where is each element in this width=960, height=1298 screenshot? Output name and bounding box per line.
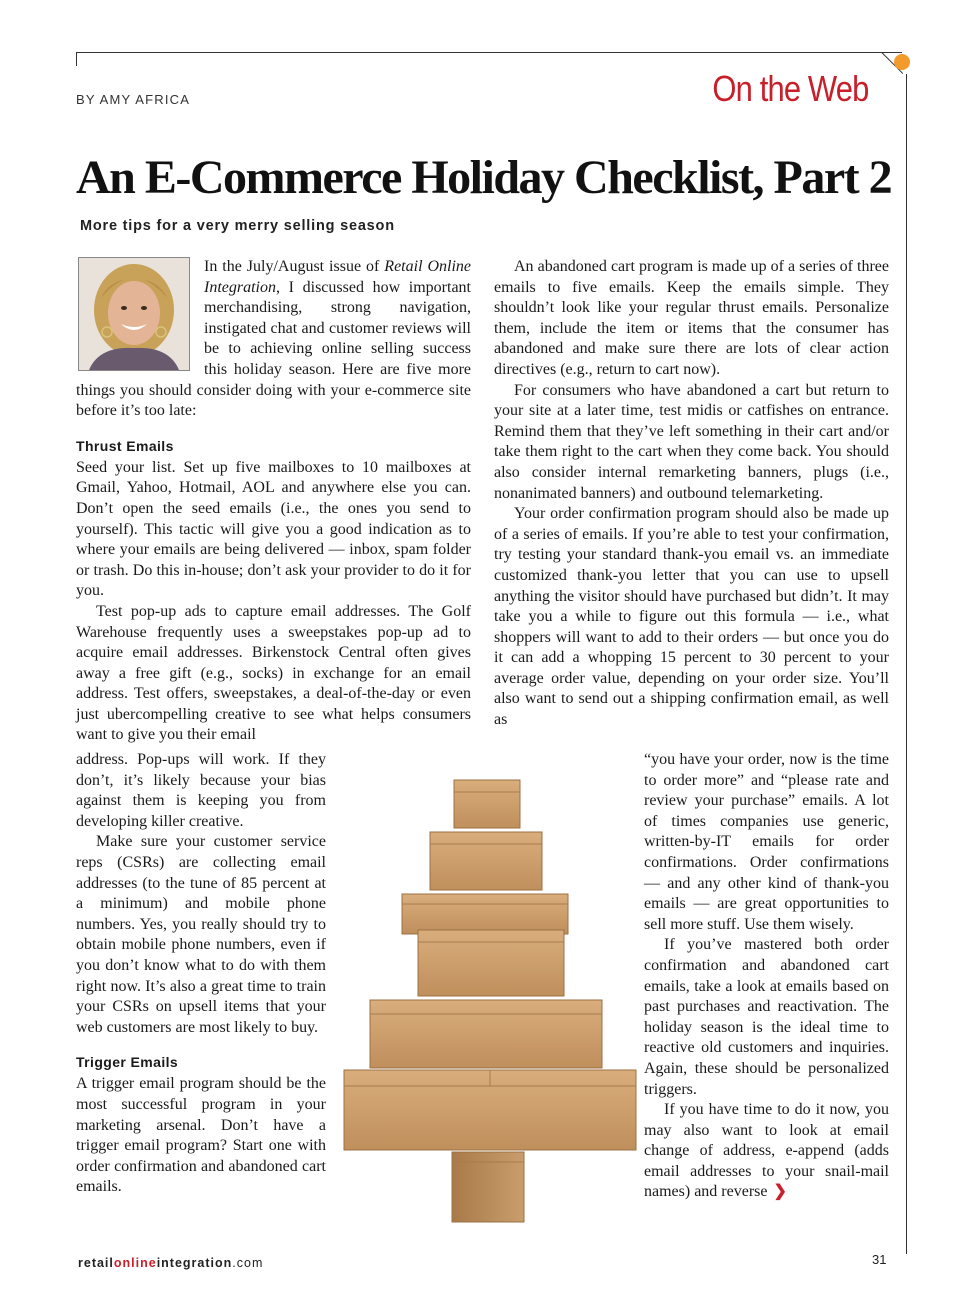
header-rule	[76, 52, 902, 53]
heading-trigger-emails: Trigger Emails	[76, 1054, 179, 1071]
orange-dot-icon	[894, 54, 910, 70]
paragraph: Your order confirmation program should also be made up of a series of emails. If you’re able to test your confirmation, try testing your standard thank-you email vs. an immediate customized thank-you letter that you can use to upsell anything the visitor should have purchased but didn’t. It may take you a while to figure out this formula — i.e., what shoppers will want to add to their orders — but once you do it can add a whopping 15 percent to 30 percent to your average order value, depending on your order size. You’ll also want to send out a shipping confirmation email, as well as	[494, 505, 889, 729]
paragraph: Test pop-up ads to capture email addresses. The Golf Warehouse frequently uses a sweepstakes pop-up ad to acquire email addresses. Birkenstock Central often gives away a free gift (e.g., socks) in exchange for an email address. Test offers, sweepstakes, a deal-of-the-day or even just ubercompelling creative to see what helps consumers want to give you their email	[76, 602, 471, 744]
paragraph: Make sure your customer service reps (CSRs) are collecting email addresses (to the tune of 85 percent at a minimum) and mobile phone numbers. Yes, you really should try to obtain mobile phone numbers, even if you don’t know what to do with them right now. It’s also a great time to train your CSRs on upsell items that your web customers are most likely to buy.	[76, 833, 326, 1036]
paragraph: For consumers who have abandoned a cart but return to your site at a later time, test midis or catfishes on entrance. Remind them that they’ve left something in their cart and/or take them right to the cart when they come back. You should also consider internal remarketing banners, plugs (i.e., nonanimated banners) and outbound telemarketing.	[494, 381, 889, 502]
right-margin-rule	[906, 74, 907, 1254]
intro-paragraph: In the July/August issue of Retail Online Integration, I discussed how important merchandising, strong navigation, instigated chat and customer reviews will be to achieving online selling success this holiday season. Here are five more things you should consider doing with your e-commerce site before it’s too late:	[76, 258, 472, 420]
header-tick	[76, 52, 77, 66]
continue-arrow-icon: ❯	[773, 1183, 787, 1201]
section-label: On the Web	[711, 68, 868, 109]
article-title: An E-Commerce Holiday Checklist, Part 2	[76, 151, 892, 204]
page-number: 31	[872, 1252, 887, 1267]
left-column	[76, 257, 471, 746]
article-deck: More tips for a very merry selling season	[80, 218, 395, 234]
paragraph: Seed your list. Set up five mailboxes to 10 mailboxes at Gmail, Yahoo, Hotmail, AOL and anywhere else you can. Don’t open the seed emails (i.e., the ones you send to yourself). This tactic will give you a good indication as to where your emails are being delivered — inbox, spam folder or trash. Do this in-house; don’t ask your provider to do it for you.	[76, 458, 471, 600]
byline: BY AMY AFRICA	[76, 92, 191, 107]
paragraph: If you’ve mastered both order confirmation and abandoned cart emails, take a look at emails based on past purchases and reactivation. The holiday season is the ideal time to reactive old customers and inquiries. Again, these should be personalized triggers.	[644, 936, 889, 1098]
paragraph: address. Pop-ups will work. If they don’t, it’s likely because your bias against them is keeping you from developing killer creative.	[76, 751, 326, 830]
left-narrow-column	[76, 750, 326, 1198]
heading-thrust-emails: Thrust Emails	[76, 437, 174, 454]
right-narrow-column	[644, 750, 889, 1203]
paragraph: A trigger email program should be the most successful program in your marketing arsenal. Don’t have a trigger email program? Start one with order confirmation and abandoned cart emails.	[76, 1075, 326, 1196]
right-column	[494, 257, 889, 731]
footer-site: retailonlineintegration.com	[78, 1256, 264, 1270]
photo-spacer	[76, 257, 204, 369]
paragraph: “you have your order, now is the time to order more” and “please rate and review your purchase” emails. A lot of times companies use generic, written-by-IT emails for order confirmations. Order confirmations — and any other kind of thank-you emails — are great opportunities to sell more stuff. Use them wisely.	[644, 751, 889, 933]
paragraph: An abandoned cart program is made up of a series of three emails to five emails. Keep the emails simple. They shouldn’t look like your regular thrust emails. Personalize them, include the item or items that the consumer has abandoned and make sure there are lots of clear action directives (e.g., return to cart now).	[494, 258, 889, 378]
box-tree-image	[330, 770, 650, 1230]
paragraph: If you have time to do it now, you may also want to look at email change of address, e-append (adds email addresses to your snail-mail names) and reverse ❯	[644, 1101, 889, 1201]
